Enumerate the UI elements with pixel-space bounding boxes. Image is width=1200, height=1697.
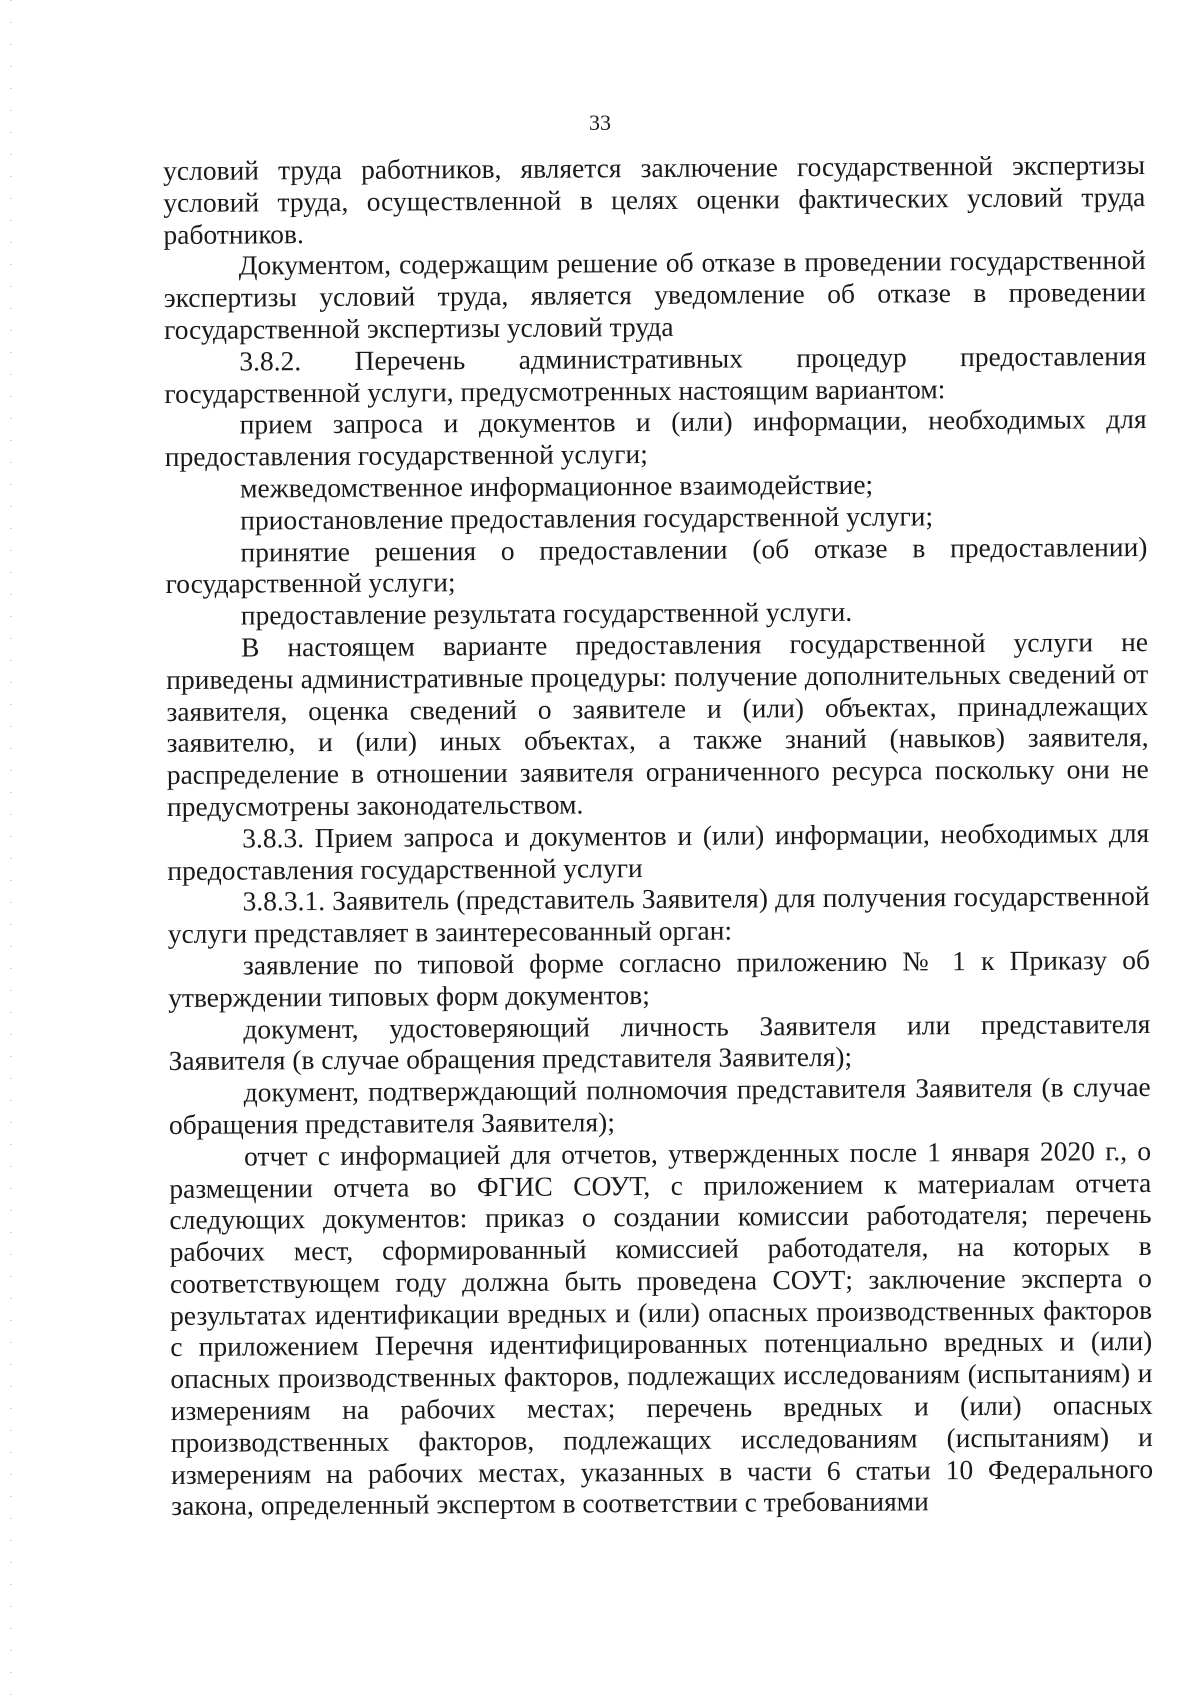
list-item: заявление по типовой форме согласно приложению № 1 к Приказу об утверждении типовых форм документов; <box>168 943 1151 1013</box>
list-item: документ, подтверждающий полномочия представителя Заявителя (в случае обращения представителя Заявителя); <box>168 1071 1151 1140</box>
scan-edge-marks <box>10 0 12 1697</box>
page-number: 33 <box>589 110 611 135</box>
list-item: отчет с информацией для отчетов, утвержденных после 1 января 2020 г., о размещении отчета во ФГИС СОУТ, с приложением к материалам отчета следующих документов: приказ о создании комиссии работодателя; перечень рабочих мест, сформированный комиссией работодателя, на которых в соответствующем году должна быть проведена СОУТ; заключение эксперта о результатах идентификации вредных и (или) опасных производственных факторов с приложением Перечня идентифицированных потенциально вредных и (или) опасных производственных факторов, подлежащих исследованиям (испытаниям) и измерениям на рабочих местах; перечень вредных и (или) опасных производственных факторов, подлежащих исследованиям (испытаниям) и измерениям на рабочих местах, указанных в части 6 статьи 10 Федерального закона, определенный экспертом в соответствии с требованиями <box>169 1134 1154 1522</box>
list-item: документ, удостоверяющий личность Заявителя или представителя Заявителя (в случае обращения представителя Заявителя); <box>168 1007 1151 1077</box>
list-item: прием запроса и документов и (или) информации, необходимых для предоставления государственной услуги; <box>164 403 1147 473</box>
paragraph: условий труда работников, является заключение государственной экспертизы условий труда, осуществленной в целях оценки фактических условий труда работников. <box>163 149 1146 250</box>
list-item: межведомственное информационное взаимодействие; <box>239 468 874 504</box>
list-item: приостановление предоставления государственной услуги; <box>240 500 934 536</box>
list-item: принятие решения о предоставлении (об отказе в предоставлении) государственной услуги; <box>165 530 1148 600</box>
section-heading-3-8-2: 3.8.2. Перечень административных процедур предоставления государственной услуги, предусмотренных настоящим вариантом: <box>164 339 1147 409</box>
paragraph: В настоящем варианте предоставления государственной услуги не приведены административные процедуры: получение дополнительных сведений от заявителя, оценка сведений о заявителе и (или) объектах, принадлежащих заявителю, и (или) иных объектах, а также знаний (навыков) заявителя, распределение в отношении заявителя ограниченного ресурса поскольку они не предусмотрены законодательством. <box>166 625 1149 822</box>
list-item: предоставление результата государственной услуги. <box>240 595 853 631</box>
section-heading-3-8-3: 3.8.3. Прием запроса и документов и (или) информации, необходимых для предоставления государственной услуги <box>167 816 1150 886</box>
paragraph: Документом, содержащим решение об отказе в проведении государственной экспертизы условий труда, является уведомление об отказе в проведении государственной экспертизы условий труда <box>163 244 1146 345</box>
document-body <box>163 149 1153 1522</box>
section-heading-3-8-3-1: 3.8.3.1. Заявитель (представитель Заявителя) для получения государственной услуги представляет в заинтересованный орган: <box>167 880 1150 950</box>
